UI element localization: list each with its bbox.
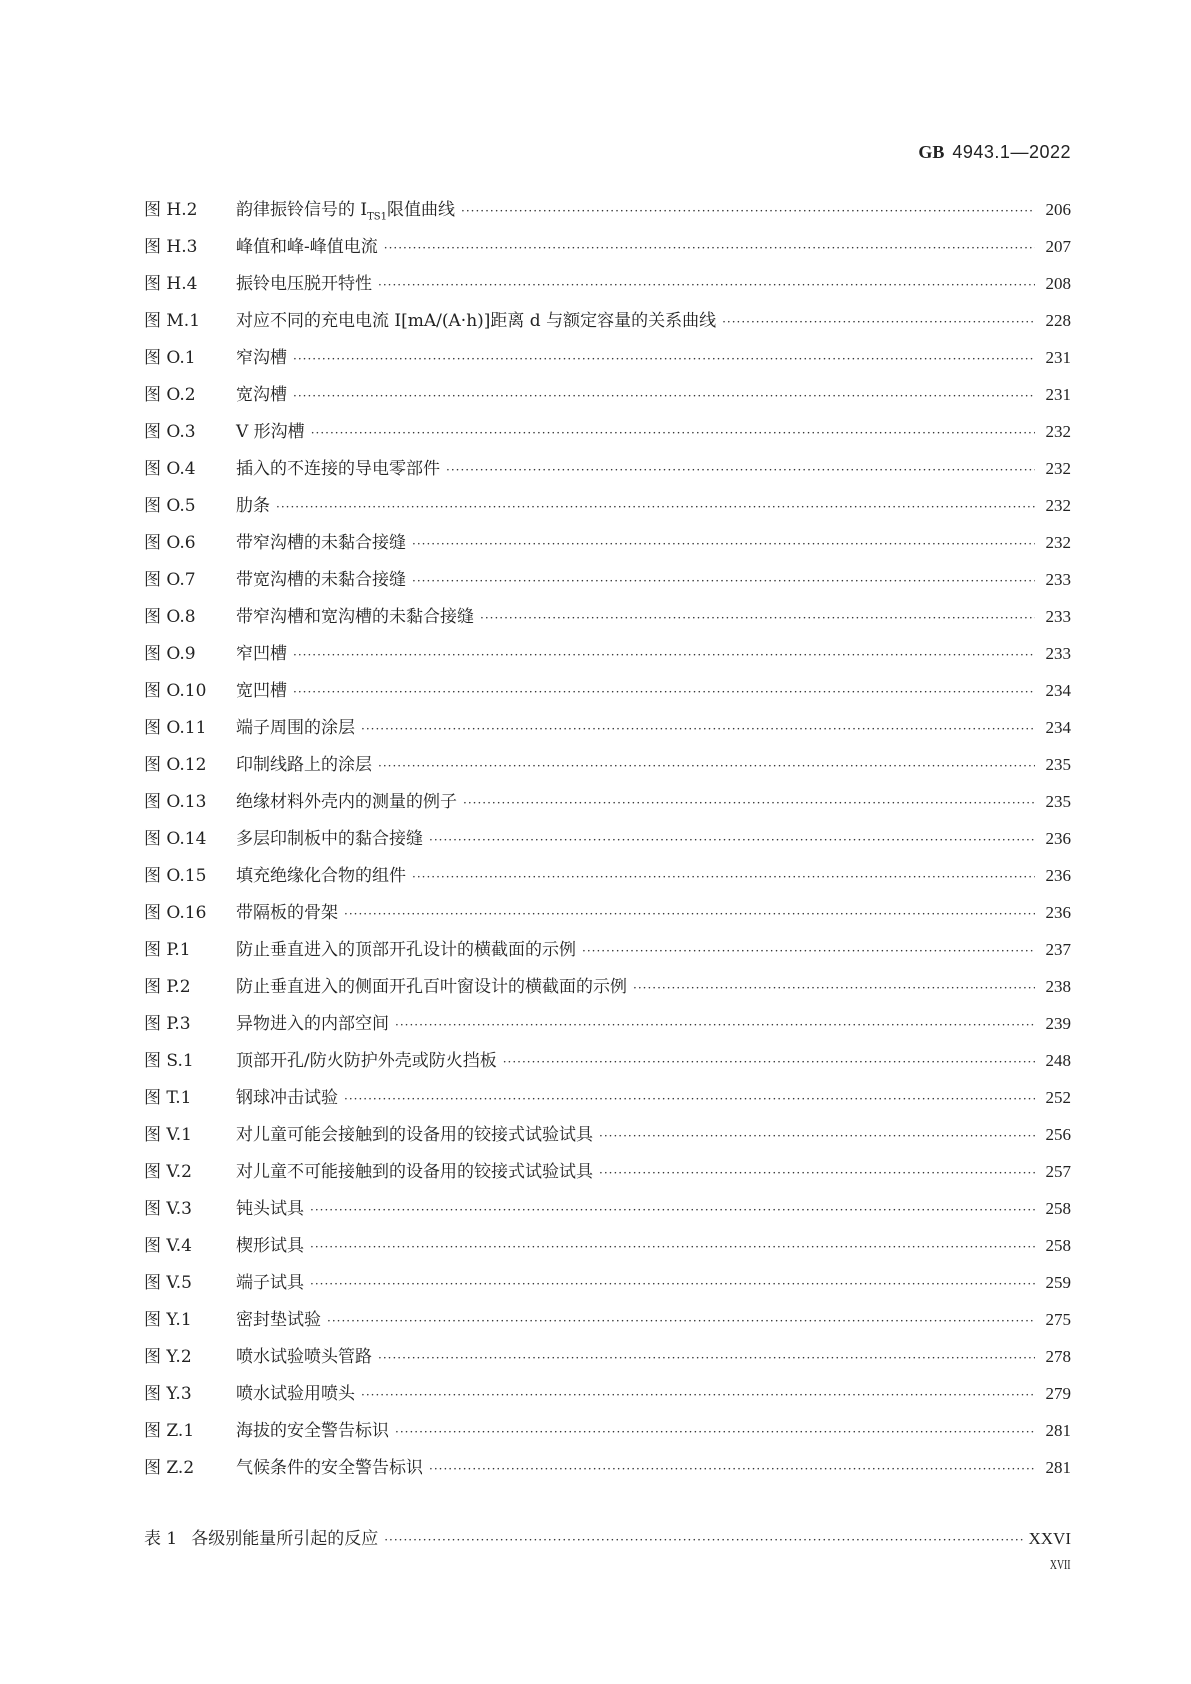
entry-label: 图 O.3 (144, 422, 196, 442)
toc-entry-table[interactable] (144, 1524, 1071, 1561)
entry-title: 对应不同的充电电流 I[mA/(A·h)]距离 d 与额定容量的关系曲线 (236, 311, 717, 331)
dot-leader (412, 537, 1035, 551)
entry-title: 窄沟槽 (236, 348, 287, 368)
entry-page: 235 (1045, 755, 1071, 774)
dot-leader (599, 1129, 1035, 1143)
dot-leader (395, 1425, 1035, 1439)
table-list (144, 1524, 1071, 1561)
dot-leader (310, 1240, 1035, 1254)
toc-entry-figure[interactable] (144, 676, 1071, 713)
toc-entry-figure[interactable] (144, 750, 1071, 787)
dot-leader (344, 907, 1035, 921)
entry-page: 232 (1045, 422, 1071, 441)
toc-entry-figure[interactable] (144, 1379, 1071, 1416)
entry-title: 宽凹槽 (236, 681, 287, 701)
entry-page: 281 (1045, 1458, 1071, 1477)
dot-leader (361, 1388, 1035, 1402)
entry-page: 231 (1045, 385, 1071, 404)
entry-title: 多层印制板中的黏合接缝 (236, 829, 423, 849)
dot-leader (310, 1203, 1035, 1217)
entry-label: 图 O.9 (144, 644, 196, 664)
document-header (918, 142, 1071, 163)
entry-page: 238 (1045, 977, 1071, 996)
dot-leader (446, 463, 1035, 477)
toc-entry-figure[interactable] (144, 824, 1071, 861)
entry-title: 肋条 (236, 496, 270, 516)
entry-label: 图 O.13 (144, 792, 207, 812)
entry-page: 281 (1045, 1421, 1071, 1440)
toc-entry-figure[interactable] (144, 232, 1071, 269)
entry-title: 钝头试具 (236, 1199, 304, 1219)
entry-label: 图 O.1 (144, 348, 196, 368)
toc-entry-figure[interactable] (144, 1120, 1071, 1157)
entry-title: 气候条件的安全警告标识 (236, 1458, 423, 1478)
entry-label: 图 Z.2 (144, 1458, 195, 1478)
toc-entry-figure[interactable] (144, 1083, 1071, 1120)
entry-label: 图 M.1 (144, 311, 201, 331)
entry-page: 206 (1045, 200, 1071, 219)
standard-code: GB (918, 142, 945, 162)
entry-title: 端子试具 (236, 1273, 304, 1293)
dot-leader (293, 648, 1035, 662)
entry-title: 顶部开孔/防火防护外壳或防火挡板 (236, 1051, 497, 1071)
entry-page: 237 (1045, 940, 1071, 959)
dot-leader (412, 870, 1035, 884)
toc-entry-figure[interactable] (144, 861, 1071, 898)
entry-title: V 形沟槽 (236, 422, 305, 442)
dot-leader (293, 685, 1035, 699)
entry-label: 图 O.7 (144, 570, 196, 590)
entry-label: 图 O.12 (144, 755, 207, 775)
entry-page: 228 (1045, 311, 1071, 330)
entry-title: 喷水试验用喷头 (236, 1384, 355, 1404)
dot-leader (384, 1533, 1022, 1547)
entry-label: 图 T.1 (144, 1088, 192, 1108)
entry-title: 窄凹槽 (236, 644, 287, 664)
dot-leader (327, 1314, 1035, 1328)
entry-title: 填充绝缘化合物的组件 (236, 866, 406, 886)
entry-page: 234 (1045, 681, 1071, 700)
entry-label: 图 V.3 (144, 1199, 192, 1219)
entry-page: 233 (1045, 607, 1071, 626)
entry-label: 图 O.8 (144, 607, 196, 627)
toc-entry-figure[interactable] (144, 1268, 1071, 1305)
dot-leader (480, 611, 1035, 625)
entry-label: 表 1 (144, 1529, 178, 1549)
entry-label: 图 Z.1 (144, 1421, 195, 1441)
entry-label: 图 O.10 (144, 681, 207, 701)
toc-entry-figure[interactable] (144, 1305, 1071, 1342)
entry-title: 绝缘材料外壳内的测量的例子 (236, 792, 457, 812)
toc-entry-figure[interactable] (144, 1453, 1071, 1490)
entry-page: 252 (1045, 1088, 1071, 1107)
toc-entry-figure[interactable] (144, 454, 1071, 491)
toc-entry-figure[interactable] (144, 1009, 1071, 1046)
dot-leader (378, 278, 1035, 292)
entry-page: 235 (1045, 792, 1071, 811)
entry-label: 图 O.6 (144, 533, 196, 553)
toc-entry-figure[interactable] (144, 306, 1071, 343)
toc-entry-figure[interactable] (144, 1342, 1071, 1379)
entry-label: 图 S.1 (144, 1051, 194, 1071)
entry-title: 对儿童不可能接触到的设备用的铰接式试验试具 (236, 1162, 593, 1182)
entry-title: 海拔的安全警告标识 (236, 1421, 389, 1441)
dot-leader (463, 796, 1035, 810)
entry-page: 231 (1045, 348, 1071, 367)
dot-leader (722, 315, 1035, 329)
toc-entry-figure[interactable] (144, 1194, 1071, 1231)
entry-page: 232 (1045, 459, 1071, 478)
entry-title: 带窄沟槽的未黏合接缝 (236, 533, 406, 553)
entry-label: 图 H.3 (144, 237, 198, 257)
entry-label: 图 Y.1 (144, 1310, 192, 1330)
dot-leader (384, 241, 1035, 255)
toc-entry-figure[interactable] (144, 787, 1071, 824)
dot-leader (361, 722, 1035, 736)
dot-leader (503, 1055, 1035, 1069)
entry-page: 236 (1045, 903, 1071, 922)
dot-leader (633, 981, 1035, 995)
entry-label: 图 Y.2 (144, 1347, 192, 1367)
entry-page: 232 (1045, 533, 1071, 552)
entry-page: 256 (1045, 1125, 1071, 1144)
dot-leader (599, 1166, 1035, 1180)
entry-page: 275 (1045, 1310, 1071, 1329)
toc-entry-figure[interactable] (144, 639, 1071, 676)
entry-title: 带宽沟槽的未黏合接缝 (236, 570, 406, 590)
entry-label: 图 O.14 (144, 829, 207, 849)
entry-title: 插入的不连接的导电零部件 (236, 459, 440, 479)
entry-page: 248 (1045, 1051, 1071, 1070)
entry-page: 236 (1045, 829, 1071, 848)
dot-leader (461, 204, 1035, 218)
entry-title: 振铃电压脱开特性 (236, 274, 372, 294)
entry-title: 峰值和峰-峰值电流 (236, 237, 378, 257)
toc-entry-figure[interactable] (144, 269, 1071, 306)
entry-title: 密封垫试验 (236, 1310, 321, 1330)
entry-page: 279 (1045, 1384, 1071, 1403)
entry-label: 图 P.2 (144, 977, 191, 997)
entry-label: 图 O.11 (144, 718, 207, 738)
entry-label: 图 O.4 (144, 459, 196, 479)
entry-label: 图 O.5 (144, 496, 196, 516)
entry-title: 异物进入的内部空间 (236, 1014, 389, 1034)
entry-page: 239 (1045, 1014, 1071, 1033)
entry-label: 图 P.3 (144, 1014, 191, 1034)
standard-number: 4943.1—2022 (952, 142, 1071, 162)
entry-page: 278 (1045, 1347, 1071, 1366)
entry-page: 232 (1045, 496, 1071, 515)
entry-label: 图 O.16 (144, 903, 207, 923)
dot-leader (582, 944, 1035, 958)
dot-leader (276, 500, 1035, 514)
toc-entry-figure[interactable] (144, 528, 1071, 565)
entry-label: 图 O.15 (144, 866, 207, 886)
entry-title: 带隔板的骨架 (236, 903, 338, 923)
subscript: TS1 (367, 211, 388, 223)
entry-page: 258 (1045, 1236, 1071, 1255)
toc-entry-figure[interactable] (144, 491, 1071, 528)
entry-title: 防止垂直进入的顶部开孔设计的横截面的示例 (236, 940, 576, 960)
entry-label: 图 O.2 (144, 385, 196, 405)
entry-page: 234 (1045, 718, 1071, 737)
dot-leader (429, 1462, 1035, 1476)
entry-page: 233 (1045, 644, 1071, 663)
toc-entry-figure[interactable] (144, 935, 1071, 972)
dot-leader (293, 389, 1035, 403)
entry-page: 207 (1045, 237, 1071, 256)
entry-page: 258 (1045, 1199, 1071, 1218)
entry-label: 图 V.2 (144, 1162, 192, 1182)
toc-entry-figure[interactable] (144, 713, 1071, 750)
entry-title: 带窄沟槽和宽沟槽的未黏合接缝 (236, 607, 474, 627)
toc-entry-figure[interactable] (144, 565, 1071, 602)
dot-leader (310, 1277, 1035, 1291)
entry-title: 钢球冲击试验 (236, 1088, 338, 1108)
toc-entry-figure[interactable] (144, 972, 1071, 1009)
entry-page: 233 (1045, 570, 1071, 589)
toc-entry-figure[interactable] (144, 343, 1071, 380)
toc-entry-figure[interactable] (144, 380, 1071, 417)
toc-entry-figure[interactable] (144, 195, 1071, 232)
dot-leader (378, 759, 1035, 773)
entry-label: 图 H.2 (144, 200, 198, 220)
entry-label: 图 Y.3 (144, 1384, 192, 1404)
dot-leader (293, 352, 1035, 366)
figure-list (144, 195, 1071, 1490)
entry-page: 236 (1045, 866, 1071, 885)
entry-title: 韵律振铃信号的 $I_{TS1}$限值曲线 (236, 200, 456, 223)
entry-title: 宽沟槽 (236, 385, 287, 405)
entry-title: 端子周围的涂层 (236, 718, 355, 738)
dot-leader (378, 1351, 1035, 1365)
toc-entry-figure[interactable] (144, 1046, 1071, 1083)
toc-entry-figure[interactable] (144, 1157, 1071, 1194)
toc-entry-figure[interactable] (144, 898, 1071, 935)
entry-label: 图 P.1 (144, 940, 191, 960)
dot-leader (412, 574, 1035, 588)
entry-page: 208 (1045, 274, 1071, 293)
toc-entry-figure[interactable] (144, 1416, 1071, 1453)
dot-leader (429, 833, 1035, 847)
toc-entry-figure[interactable] (144, 1231, 1071, 1268)
entry-label: 图 V.1 (144, 1125, 192, 1145)
entry-label: 图 V.4 (144, 1236, 192, 1256)
entry-title: 各级别能量所引起的反应 (191, 1529, 379, 1549)
dot-leader (311, 426, 1035, 440)
entry-title: 喷水试验喷头管路 (236, 1347, 372, 1367)
entry-title: 对儿童可能会接触到的设备用的铰接式试验试具 (236, 1125, 593, 1145)
toc-entry-figure[interactable] (144, 417, 1071, 454)
toc-entry-figure[interactable] (144, 602, 1071, 639)
entry-page: 257 (1045, 1162, 1071, 1181)
entry-title: 楔形试具 (236, 1236, 304, 1256)
entry-title: 防止垂直进入的侧面开孔百叶窗设计的横截面的示例 (236, 977, 627, 997)
page-number: XVII (1050, 1558, 1071, 1573)
dot-leader (344, 1092, 1035, 1106)
entry-page: XXVI (1028, 1529, 1071, 1548)
entry-label: 图 V.5 (144, 1273, 192, 1293)
entry-title: 印制线路上的涂层 (236, 755, 372, 775)
entry-page: 259 (1045, 1273, 1071, 1292)
entry-label: 图 H.4 (144, 274, 198, 294)
dot-leader (395, 1018, 1035, 1032)
